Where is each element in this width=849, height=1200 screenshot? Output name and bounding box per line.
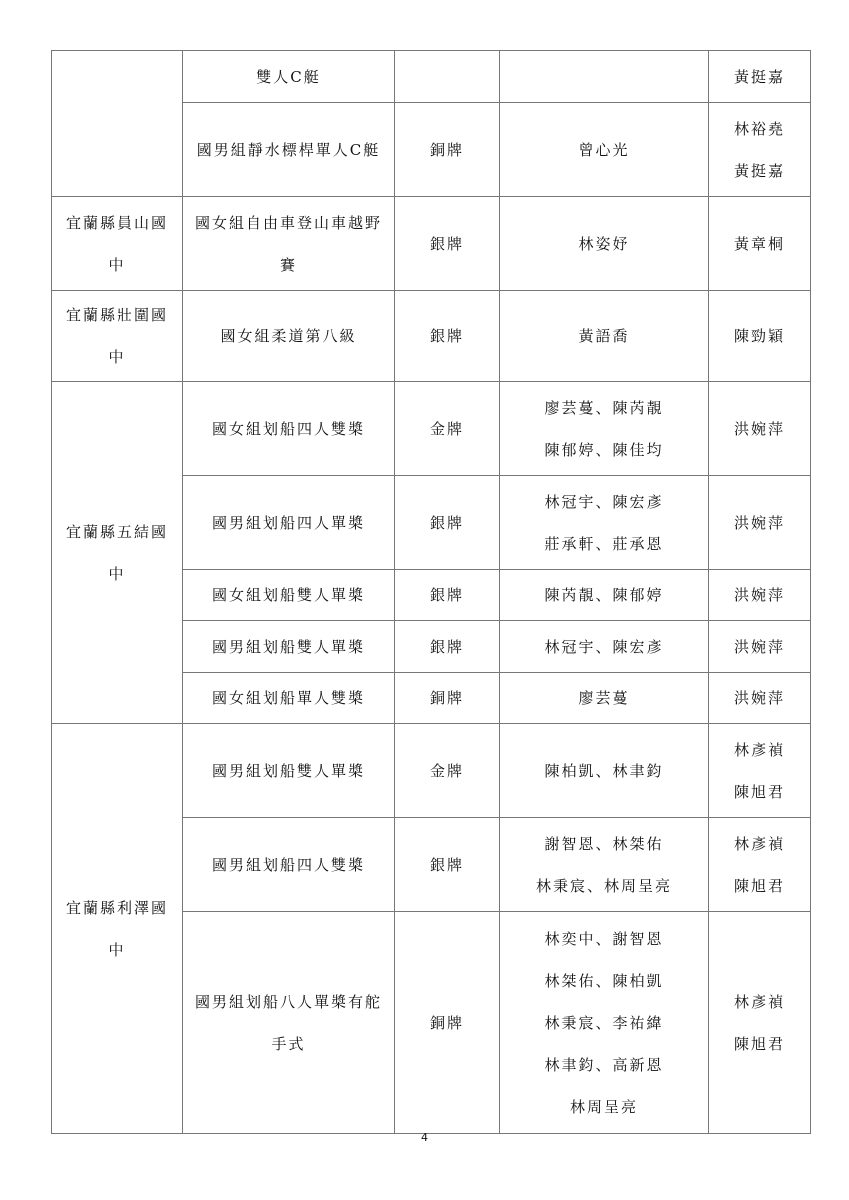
event-cell: 國男組划船雙人單槳 [183,724,395,818]
athlete-line: 林冠宇、陳宏彥 [544,492,664,511]
coach-name: 陳旭君 [733,782,785,801]
medal-cell: 銀牌 [395,197,500,291]
athlete-line: 林奕中、謝智恩 [544,929,664,948]
results-table [51,50,811,1134]
event-cell: 國男組划船雙人單槳 [183,621,395,673]
athletes-cell: 廖芸蔓 [500,673,709,724]
event-cell: 國男組划船八人單槳有舵手式 [183,912,395,1134]
athlete-line: 廖芸蔓、陳芮靚 [544,398,664,417]
coach-name: 陳旭君 [733,1034,785,1053]
coach-name: 林裕堯 [733,119,785,138]
event-cell: 國男組靜水標桿單人C艇 [183,103,395,197]
athletes-cell [500,818,709,912]
event-cell: 國女組柔道第八級 [183,291,395,382]
athletes-cell [500,476,709,570]
medal-cell: 銀牌 [395,621,500,673]
coach-name: 林彥禎 [733,740,785,759]
table-row [52,197,811,291]
coach-cell [709,724,811,818]
coach-cell [709,912,811,1134]
medal-cell: 金牌 [395,382,500,476]
coach-name: 林彥禎 [733,834,785,853]
athlete-line: 林桀佑、陳柏凱 [544,971,664,990]
table-row [52,724,811,818]
event-cell: 國女組划船單人雙槳 [183,673,395,724]
coach-name: 陳旭君 [733,876,785,895]
athletes-cell [500,382,709,476]
coach-cell: 洪婉萍 [709,570,811,621]
school-cell: 宜蘭縣五結國中 [52,382,183,724]
coach-name: 黃挺嘉 [733,161,785,180]
athletes-cell: 曾心光 [500,103,709,197]
medal-cell: 銀牌 [395,818,500,912]
school-cell: 宜蘭縣壯圍國中 [52,291,183,382]
event-cell: 國男組划船四人雙槳 [183,818,395,912]
coach-cell: 陳勁穎 [709,291,811,382]
athletes-cell: 林姿妤 [500,197,709,291]
athlete-line: 林聿鈞、高新恩 [544,1055,664,1074]
medal-cell: 銀牌 [395,570,500,621]
event-cell: 國女組划船雙人單槳 [183,570,395,621]
event-cell: 國女組自由車登山車越野賽 [183,197,395,291]
athletes-cell [500,51,709,103]
school-cell [52,51,183,197]
event-cell: 國男組划船四人單槳 [183,476,395,570]
event-cell: 雙人C艇 [183,51,395,103]
athletes-cell: 林冠宇、陳宏彥 [500,621,709,673]
page-number: 4 [421,1131,428,1144]
table-row [52,291,811,382]
athlete-line: 謝智恩、林桀佑 [544,834,664,853]
coach-cell: 黃章桐 [709,197,811,291]
coach-cell [709,103,811,197]
school-cell: 宜蘭縣員山國中 [52,197,183,291]
medal-cell: 銅牌 [395,673,500,724]
coach-cell: 洪婉萍 [709,476,811,570]
coach-cell: 洪婉萍 [709,382,811,476]
medal-cell: 銅牌 [395,103,500,197]
athlete-line: 林周呈亮 [569,1097,638,1116]
medal-cell [395,51,500,103]
school-cell: 宜蘭縣利澤國中 [52,724,183,1134]
coach-cell: 黃挺嘉 [709,51,811,103]
coach-cell: 洪婉萍 [709,673,811,724]
coach-cell: 洪婉萍 [709,621,811,673]
athlete-line: 林秉宸、李祐緯 [544,1013,664,1032]
athletes-cell: 陳柏凱、林聿鈞 [500,724,709,818]
table-row [52,51,811,103]
athlete-line: 林秉宸、林周呈亮 [535,876,672,895]
medal-cell: 銀牌 [395,476,500,570]
athlete-line: 陳郁婷、陳佳均 [544,440,664,459]
event-cell: 國女組划船四人雙槳 [183,382,395,476]
medal-cell: 金牌 [395,724,500,818]
athletes-cell: 陳芮靚、陳郁婷 [500,570,709,621]
coach-name: 林彥禎 [733,992,785,1011]
coach-cell [709,818,811,912]
medal-cell: 銅牌 [395,912,500,1134]
medal-cell: 銀牌 [395,291,500,382]
athlete-line: 莊承軒、莊承恩 [544,534,664,553]
athletes-cell: 黃語喬 [500,291,709,382]
athletes-cell [500,912,709,1134]
table-row [52,382,811,476]
